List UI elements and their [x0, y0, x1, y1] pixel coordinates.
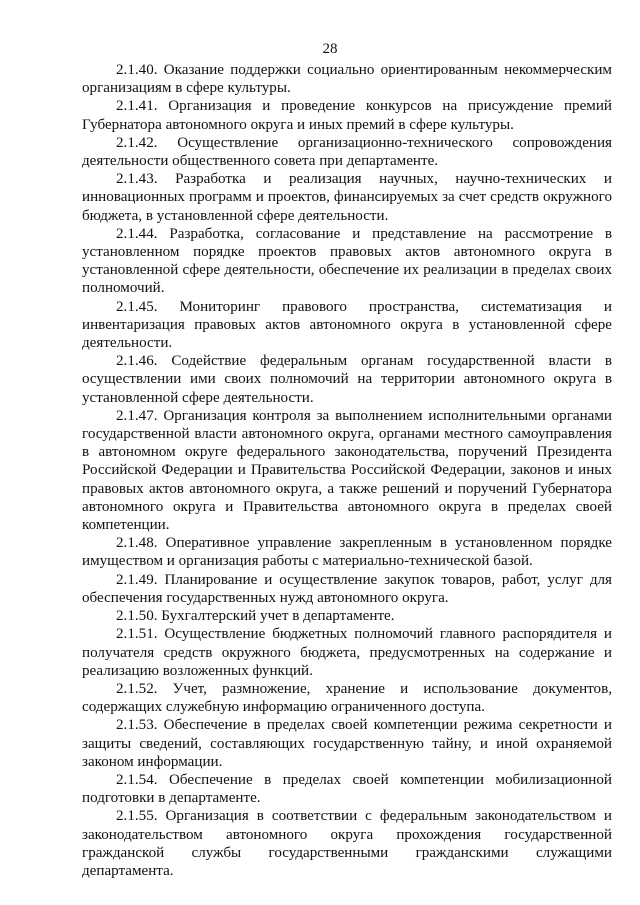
paragraph-2-1-53: 2.1.53. Обеспечение в пределах своей компетенции режима секретности и защиты сведений, составляющих государственную тайну, и иной охраняемой законом информации.	[82, 717, 612, 770]
paragraph-2-1-51: 2.1.51. Осуществление бюджетных полномочий главного распорядителя и получателя средств окружного бюджета, предусмотренных на содержание и реализацию возложенных функций.	[82, 626, 612, 679]
paragraph-2-1-49: 2.1.49. Планирование и осуществление закупок товаров, работ, услуг для обеспечения государственных нужд автономного округа.	[82, 571, 612, 606]
paragraph-2-1-43: 2.1.43. Разработка и реализация научных, научно-технических и инновационных программ и проектов, финансируемых за счет средств окружного бюджета, в установленной сфере деятельности.	[82, 171, 612, 224]
paragraph-2-1-46: 2.1.46. Содействие федеральным органам государственной власти в осуществлении ими своих полномочий на территории автономного округа в установленной сфере деятельности.	[82, 353, 612, 406]
paragraph-2-1-40: 2.1.40. Оказание поддержки социально ориентированным некоммерческим организациям в сфере культуры.	[82, 62, 612, 97]
paragraph-2-1-45: 2.1.45. Мониторинг правового пространства, систематизация и инвентаризация правовых актов автономного округа в установленной сфере деятельности.	[82, 298, 612, 352]
paragraph-2-1-44: 2.1.44. Разработка, согласование и представление на рассмотрение в установленном порядке проектов правовых актов автономного округа в установленной сфере деятельности, обеспечение их реализации в пределах своих полномочий.	[82, 225, 612, 297]
paragraph-2-1-55: 2.1.55. Организация в соответствии с федеральным законодательством и законодательством автономного округа прохождения государственной гражданской службы государственными гражданскими служащими департамента.	[82, 808, 612, 879]
paragraph-2-1-50: 2.1.50. Бухгалтерский учет в департаменте.	[116, 608, 395, 625]
document-body	[82, 61, 612, 880]
paragraph-2-1-42: 2.1.42. Осуществление организационно-технического сопровождения деятельности общественного совета при департаменте.	[82, 134, 612, 170]
paragraph-2-1-54: 2.1.54. Обеспечение в пределах своей компетенции мобилизационной подготовки в департаменте.	[82, 771, 612, 807]
paragraph-2-1-48: 2.1.48. Оперативное управление закрепленным в установленном порядке имуществом и организация работы с материально-технической базой.	[82, 535, 612, 570]
paragraph-2-1-52: 2.1.52. Учет, размножение, хранение и использование документов, содержащих служебную информацию ограниченного доступа.	[82, 680, 612, 716]
paragraph-2-1-47: 2.1.47. Организация контроля за выполнением исполнительными органами государственной власти автономного округа, органами местного самоуправления в автономном округе федерального законодательства, поручений Президента Российской Федерации и Правительства Российской Федерации, законов и иных правовых актов автономного округа, а также решений и поручений Губернатора автономного округа и Правительства автономного округа в пределах своей компетенции.	[82, 407, 612, 534]
paragraph-2-1-41: 2.1.41. Организация и проведение конкурсов на присуждение премий Губернатора автономного округа и иных премий в сфере культуры.	[82, 98, 612, 133]
page-number: 28	[322, 41, 338, 57]
